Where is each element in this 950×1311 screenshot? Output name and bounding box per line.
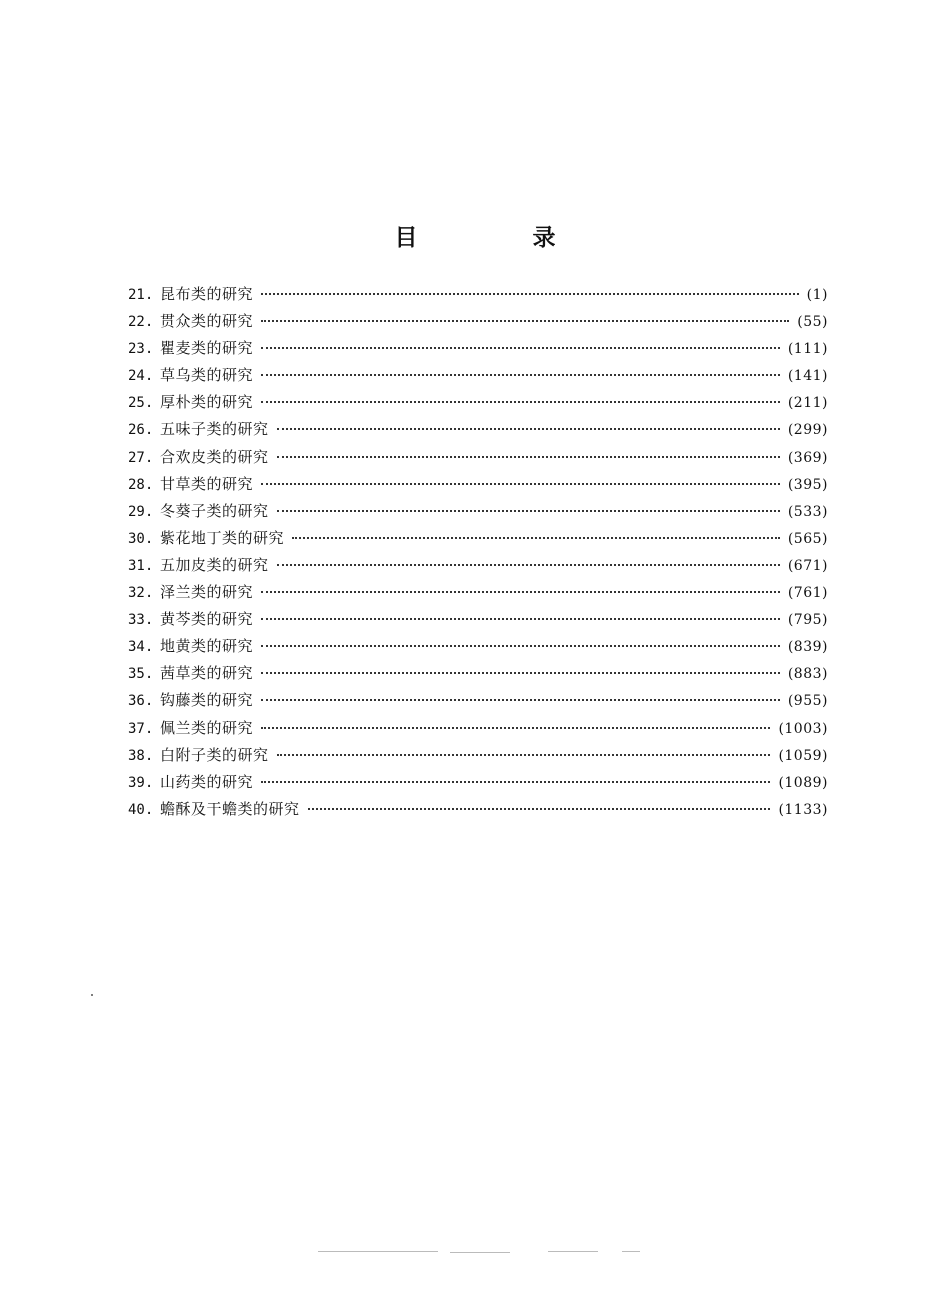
toc-entry-number: 34. xyxy=(128,639,154,656)
toc-entry[interactable] xyxy=(128,606,828,633)
toc-entry-title: 蟾酥及干蟾类的研究 xyxy=(160,799,300,818)
toc-entry-number: 36. xyxy=(128,693,154,710)
toc-entry-title: 厚朴类的研究 xyxy=(160,393,254,412)
toc-entry-title: 钩藤类的研究 xyxy=(160,691,254,710)
toc-entry[interactable] xyxy=(128,715,828,742)
toc-entry-number: 35. xyxy=(128,666,154,683)
toc-entry[interactable] xyxy=(128,444,828,471)
toc-entry-number: 40. xyxy=(128,801,154,818)
toc-entry-title: 草乌类的研究 xyxy=(160,366,254,385)
toc-entry[interactable] xyxy=(128,579,828,606)
toc-entry[interactable] xyxy=(128,389,828,416)
toc-entry-title: 甘草类的研究 xyxy=(160,474,254,493)
toc-entry-page: (761) xyxy=(787,585,828,602)
toc-entry[interactable] xyxy=(128,308,828,335)
toc-entry-number: 27. xyxy=(128,449,154,466)
dot-leader xyxy=(261,591,780,593)
toc-entry-title: 五味子类的研究 xyxy=(160,420,269,439)
scan-smudge xyxy=(548,1251,598,1252)
dot-leader xyxy=(308,808,771,810)
toc-entry[interactable] xyxy=(128,769,828,796)
toc-entry-page: (1059) xyxy=(778,747,828,764)
toc-entry[interactable] xyxy=(128,525,828,552)
toc-entry-number: 31. xyxy=(128,557,154,574)
toc-entry-page: (671) xyxy=(787,557,828,574)
toc-entry-title: 瞿麦类的研究 xyxy=(160,339,254,358)
toc-entry[interactable] xyxy=(128,660,828,687)
toc-entry-page: (211) xyxy=(787,395,828,412)
toc-entry-page: (955) xyxy=(787,693,828,710)
toc-entry[interactable] xyxy=(128,335,828,362)
toc-entry-number: 26. xyxy=(128,422,154,439)
scan-smudge xyxy=(318,1251,438,1252)
toc-entry-title: 紫花地丁类的研究 xyxy=(160,528,285,547)
toc-entry-page: (565) xyxy=(787,530,828,547)
toc-entry-title: 合欢皮类的研究 xyxy=(160,447,269,466)
toc-entry-number: 24. xyxy=(128,368,154,385)
toc-entry-page: (299) xyxy=(787,422,828,439)
toc-entry-title: 白附子类的研究 xyxy=(160,745,269,764)
toc-entry-page: (141) xyxy=(787,368,828,385)
toc-entry[interactable] xyxy=(128,552,828,579)
toc-entry[interactable] xyxy=(128,471,828,498)
toc-entry[interactable] xyxy=(128,281,828,308)
dot-leader xyxy=(261,699,780,701)
dot-leader xyxy=(261,293,799,295)
page-title: 目 录 xyxy=(394,225,602,251)
toc-entry-number: 33. xyxy=(128,612,154,629)
dot-leader xyxy=(277,456,780,458)
toc-entry-number: 28. xyxy=(128,476,154,493)
toc-entry-number: 25. xyxy=(128,395,154,412)
toc-entry-page: (369) xyxy=(787,449,828,466)
toc-entry-page: (1089) xyxy=(778,774,828,791)
toc-entry-number: 38. xyxy=(128,747,154,764)
dot-leader xyxy=(261,781,770,783)
toc-entry-title: 五加皮类的研究 xyxy=(160,555,269,574)
toc-entry-page: (55) xyxy=(797,314,828,331)
toc-entry-page: (839) xyxy=(787,639,828,656)
toc-entry[interactable] xyxy=(128,498,828,525)
toc-entry-page: (1133) xyxy=(778,801,828,818)
scan-smudge xyxy=(450,1252,510,1253)
toc-entry-title: 泽兰类的研究 xyxy=(160,583,254,602)
toc-entry-page: (533) xyxy=(787,503,828,520)
dot-leader xyxy=(261,645,780,647)
toc-entry[interactable] xyxy=(128,416,828,443)
toc-entry-page: (883) xyxy=(787,666,828,683)
toc-entry-title: 黄芩类的研究 xyxy=(160,610,254,629)
toc-entry-title: 昆布类的研究 xyxy=(160,285,254,303)
dot-leader xyxy=(277,564,780,566)
toc-entry-page: (111) xyxy=(787,341,828,358)
toc-entry-number: 30. xyxy=(128,530,154,547)
dot-leader xyxy=(261,618,780,620)
toc-entry-title: 贯众类的研究 xyxy=(160,312,254,331)
dot-leader xyxy=(261,727,770,729)
dot-leader xyxy=(261,401,780,403)
scan-speck xyxy=(91,994,93,996)
dot-leader xyxy=(261,320,789,322)
toc-entry-number: 22. xyxy=(128,314,154,331)
toc-entry-number: 29. xyxy=(128,503,154,520)
toc-entry-title: 山药类的研究 xyxy=(160,772,254,791)
toc-entry-number: 37. xyxy=(128,720,154,737)
toc-entry-number: 39. xyxy=(128,774,154,791)
toc-entry-title: 地黄类的研究 xyxy=(160,637,254,656)
dot-leader xyxy=(261,347,780,349)
toc-entry[interactable] xyxy=(128,796,828,823)
dot-leader xyxy=(277,428,780,430)
scan-smudge xyxy=(622,1251,640,1252)
toc-entry[interactable] xyxy=(128,633,828,660)
toc-entry-number: 23. xyxy=(128,341,154,358)
dot-leader xyxy=(277,754,771,756)
dot-leader xyxy=(261,672,780,674)
table-of-contents xyxy=(128,281,828,823)
toc-entry-title: 冬葵子类的研究 xyxy=(160,501,269,520)
toc-entry-page: (1) xyxy=(806,287,828,303)
toc-entry-page: (395) xyxy=(787,476,828,493)
toc-entry-page: (795) xyxy=(787,612,828,629)
toc-entry-title: 茜草类的研究 xyxy=(160,664,254,683)
dot-leader xyxy=(292,537,780,539)
toc-entry-number: 32. xyxy=(128,585,154,602)
toc-entry-page: (1003) xyxy=(778,720,828,737)
dot-leader xyxy=(261,374,780,376)
toc-entry[interactable] xyxy=(128,362,828,389)
dot-leader xyxy=(261,483,780,485)
toc-entry-title: 佩兰类的研究 xyxy=(160,718,254,737)
dot-leader xyxy=(277,510,780,512)
toc-entry[interactable] xyxy=(128,687,828,714)
toc-entry-number: 21. xyxy=(128,287,154,303)
toc-entry[interactable] xyxy=(128,742,828,769)
